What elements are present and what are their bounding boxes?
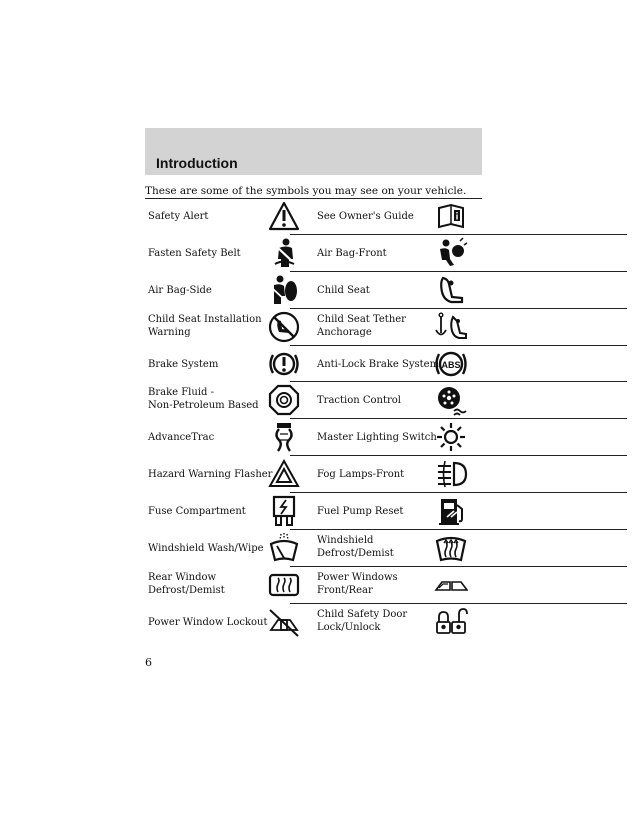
symbol-label: Fuel Pump Reset (317, 506, 404, 518)
hazard-flasher-icon (267, 458, 301, 490)
warning-triangle-icon (267, 200, 301, 232)
fuse-icon (267, 495, 301, 527)
table-row (145, 567, 482, 603)
child-lock-icon (434, 606, 468, 638)
symbol-label: Fuse Compartment (148, 506, 246, 518)
symbol-label: AdvanceTrac (148, 432, 215, 444)
symbol-label: Child Seat Tether Anchorage (317, 313, 406, 338)
child-seat-warning-icon (267, 311, 301, 343)
intro-text: These are some of the symbols you may see on your vehicle. (145, 185, 467, 197)
table-row (145, 493, 482, 529)
child-seat-icon (434, 274, 468, 306)
symbol-label: See Owner's Guide (317, 211, 414, 222)
table-row (145, 382, 482, 418)
owners-guide-icon (434, 200, 468, 232)
symbol-label: Fog Lamps-Front (317, 469, 405, 481)
fuel-pump-icon (434, 495, 468, 527)
table-row (145, 346, 482, 382)
symbol-label: Air Bag-Side (148, 284, 212, 296)
power-windows-icon (434, 569, 468, 601)
abs-icon (434, 348, 468, 380)
symbol-label: Fasten Safety Belt (148, 247, 241, 259)
symbol-label: Safety Alert (148, 211, 209, 222)
table-row (145, 272, 482, 308)
symbol-label: Traction Control (317, 395, 401, 407)
symbol-label: Child Seat (317, 284, 370, 296)
rear-defrost-icon (267, 569, 301, 601)
symbol-label: Brake System (148, 358, 219, 370)
fog-lamp-icon (434, 458, 468, 490)
symbol-label: Rear Window Defrost/Demist (148, 571, 225, 596)
symbol-label: Hazard Warning Flasher (148, 469, 273, 481)
table-row (145, 604, 482, 640)
tether-anchor-icon (434, 311, 468, 343)
window-lockout-icon (267, 606, 301, 638)
table-row (145, 198, 482, 234)
section-title: Introduction (156, 155, 238, 171)
table-row (145, 309, 482, 345)
advancetrac-icon (267, 421, 301, 453)
table-row (145, 530, 482, 566)
symbol-label: Child Safety Door Lock/Unlock (317, 608, 408, 633)
symbols-table (145, 198, 482, 640)
table-row (145, 235, 482, 271)
airbag-side-icon (267, 274, 301, 306)
table-row (145, 456, 482, 492)
symbol-label: Master Lighting Switch (317, 432, 437, 444)
symbol-label: Brake Fluid - Non-Petroleum Based (148, 387, 259, 412)
symbol-label: Anti-Lock Brake System (317, 358, 440, 370)
symbol-label: Windshield Wash/Wipe (148, 543, 264, 555)
symbol-label: Power Windows Front/Rear (317, 571, 398, 596)
page-number: 6 (145, 656, 152, 669)
lighting-switch-icon (434, 421, 468, 453)
airbag-front-icon (434, 237, 468, 269)
table-row (145, 419, 482, 455)
symbol-label: Power Window Lockout (148, 616, 268, 628)
wash-wipe-icon (267, 532, 301, 564)
windshield-defrost-icon (434, 532, 468, 564)
brake-fluid-icon (267, 384, 301, 416)
symbol-label: Child Seat Installation Warning (148, 313, 262, 338)
symbol-label: Air Bag-Front (317, 247, 387, 259)
abs-icon-text: ABS (441, 359, 461, 370)
symbol-label: Windshield Defrost/Demist (317, 535, 394, 560)
brake-system-icon (267, 348, 301, 380)
traction-control-icon (434, 384, 468, 416)
seat-belt-icon (267, 237, 301, 269)
